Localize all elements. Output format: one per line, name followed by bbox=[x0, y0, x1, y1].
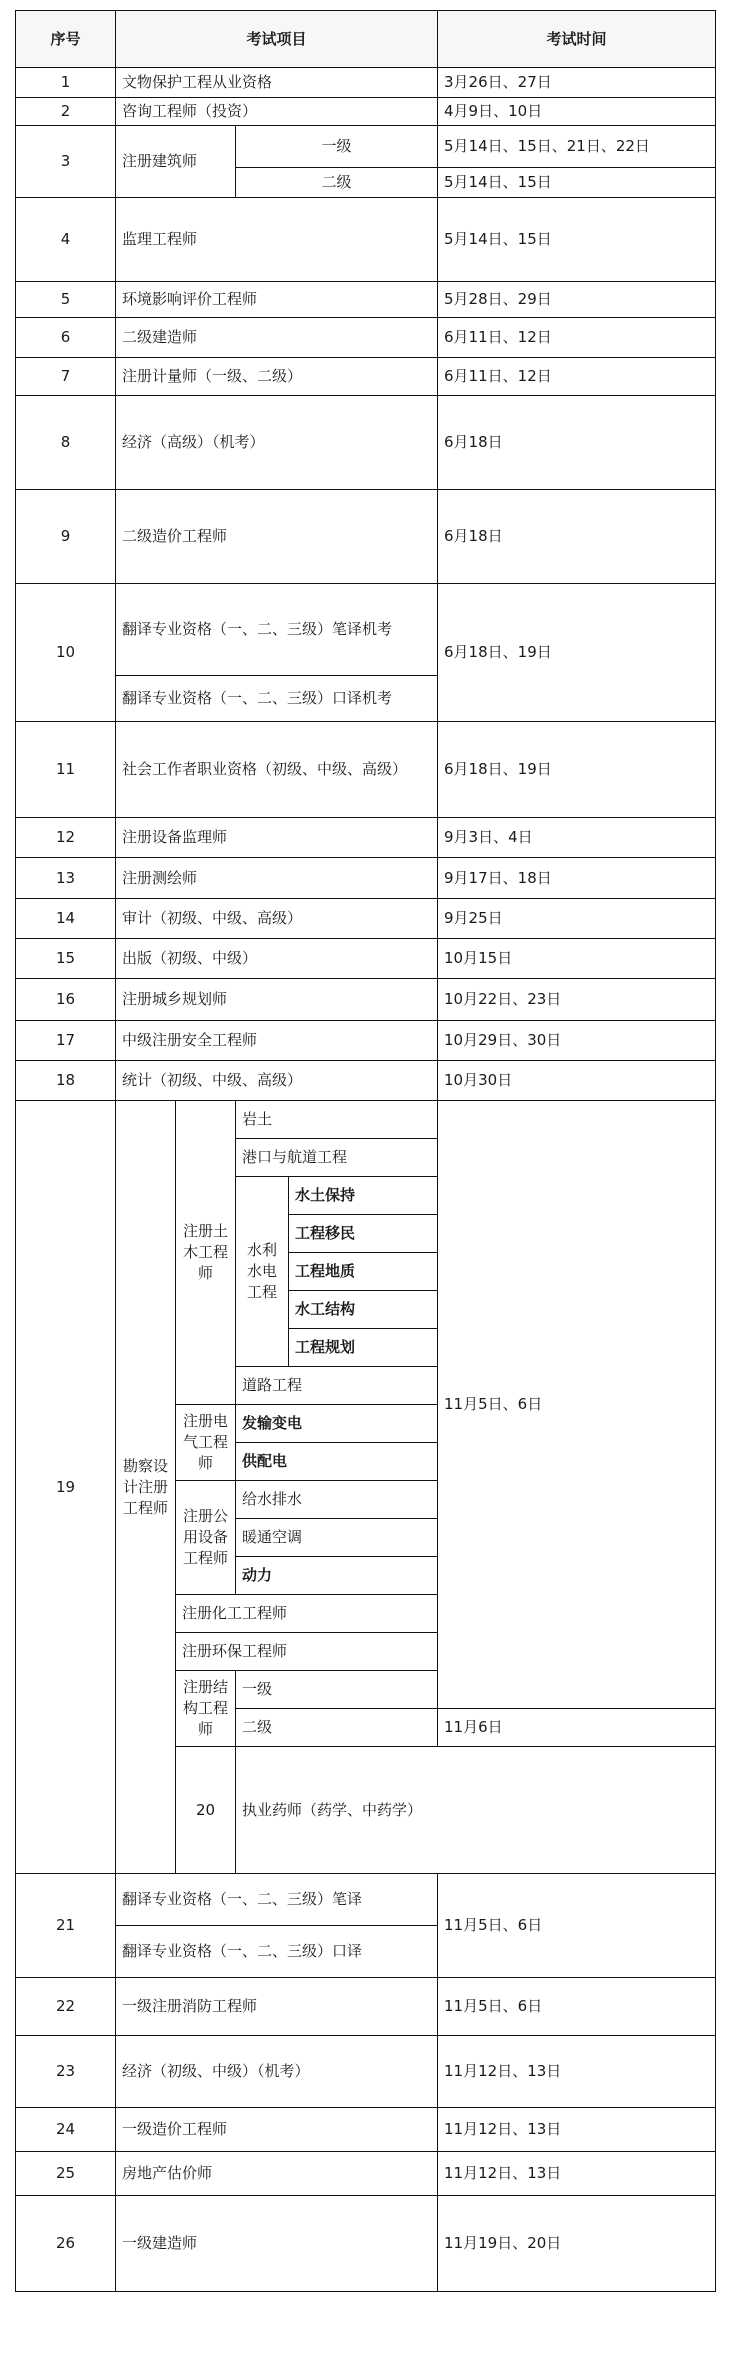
table-row bbox=[16, 818, 716, 858]
exam-item: 注册计量师（一级、二级） bbox=[116, 358, 438, 396]
table-row bbox=[16, 858, 716, 899]
exam-item: 文物保护工程从业资格 bbox=[116, 68, 438, 98]
exam-time: 5月14日、15日 bbox=[438, 168, 716, 198]
exam-item: 翻译专业资格（一、二、三级）口译机考 bbox=[116, 676, 438, 722]
table-row bbox=[16, 358, 716, 396]
exam-subitem: 注册化工工程师 bbox=[176, 1595, 438, 1633]
table-row bbox=[16, 2108, 716, 2152]
exam-subitem: 发输变电 bbox=[236, 1405, 438, 1443]
exam-time: 6月18日 bbox=[438, 396, 716, 490]
exam-time: 9月25日 bbox=[438, 899, 716, 939]
exam-subitem: 水工结构 bbox=[289, 1291, 438, 1329]
row-num: 11 bbox=[16, 722, 116, 818]
exam-subitem: 二级 bbox=[236, 1709, 438, 1747]
table-row bbox=[16, 1061, 716, 1101]
table-row bbox=[16, 126, 716, 168]
exam-item: 社会工作者职业资格（初级、中级、高级） bbox=[116, 722, 438, 818]
exam-item: 二级造价工程师 bbox=[116, 490, 438, 584]
exam-item: 一级注册消防工程师 bbox=[116, 1978, 438, 2036]
exam-time: 11月19日、20日 bbox=[438, 2196, 716, 2292]
exam-subitem: 工程移民 bbox=[289, 1215, 438, 1253]
exam-subitem: 注册环保工程师 bbox=[176, 1633, 438, 1671]
exam-item: 环境影响评价工程师 bbox=[116, 282, 438, 318]
exam-item: 翻译专业资格（一、二、三级）笔译 bbox=[116, 1874, 438, 1926]
exam-time: 11月5日、6日 bbox=[438, 1874, 716, 1978]
exam-subitem: 港口与航道工程 bbox=[236, 1139, 438, 1177]
table-row bbox=[16, 899, 716, 939]
exam-item: 注册测绘师 bbox=[116, 858, 438, 899]
exam-time: 10月30日 bbox=[438, 1061, 716, 1101]
exam-item: 二级建造师 bbox=[116, 318, 438, 358]
exam-item: 监理工程师 bbox=[116, 198, 438, 282]
exam-time: 10月29日、30日 bbox=[438, 1021, 716, 1061]
exam-time: 11月5日、6日 bbox=[438, 1978, 716, 2036]
table-row bbox=[16, 2196, 716, 2292]
exam-time: 5月14日、15日、21日、22日 bbox=[438, 126, 716, 168]
row-num: 7 bbox=[16, 358, 116, 396]
row-num: 23 bbox=[16, 2036, 116, 2108]
header-row bbox=[16, 11, 716, 68]
exam-time: 9月17日、18日 bbox=[438, 858, 716, 899]
table-row bbox=[16, 1101, 716, 1139]
exam-subitem: 供配电 bbox=[236, 1443, 438, 1481]
exam-item: 注册设备监理师 bbox=[116, 818, 438, 858]
exam-subgroup: 注册结构工程师 bbox=[176, 1671, 236, 1747]
row-num: 26 bbox=[16, 2196, 116, 2292]
exam-time: 4月9日、10日 bbox=[438, 98, 716, 126]
exam-subgroup: 水利水电工程 bbox=[236, 1177, 289, 1367]
exam-item: 统计（初级、中级、高级） bbox=[116, 1061, 438, 1101]
exam-time: 6月18日、19日 bbox=[438, 722, 716, 818]
exam-time: 10月22日、23日 bbox=[438, 979, 716, 1021]
exam-item-main: 勘察设计注册工程师 bbox=[116, 1101, 176, 1874]
row-num: 2 bbox=[16, 98, 116, 126]
exam-subitem: 二级 bbox=[236, 168, 438, 198]
table-row bbox=[16, 722, 716, 818]
exam-schedule-table bbox=[15, 10, 716, 2292]
table-row bbox=[16, 198, 716, 282]
exam-item: 翻译专业资格（一、二、三级）笔译机考 bbox=[116, 584, 438, 676]
exam-item: 注册城乡规划师 bbox=[116, 979, 438, 1021]
table-row bbox=[16, 2036, 716, 2108]
exam-subitem: 道路工程 bbox=[236, 1367, 438, 1405]
table-row bbox=[16, 318, 716, 358]
table-row bbox=[16, 490, 716, 584]
row-num: 5 bbox=[16, 282, 116, 318]
row-num: 18 bbox=[16, 1061, 116, 1101]
row-num: 24 bbox=[16, 2108, 116, 2152]
exam-subitem: 工程地质 bbox=[289, 1253, 438, 1291]
row-num: 22 bbox=[16, 1978, 116, 2036]
table-row bbox=[16, 282, 716, 318]
table-row bbox=[16, 1021, 716, 1061]
row-num: 3 bbox=[16, 126, 116, 198]
exam-time: 11月12日、13日 bbox=[438, 2108, 716, 2152]
exam-time: 6月18日、19日 bbox=[438, 584, 716, 722]
table-row bbox=[16, 98, 716, 126]
exam-item: 咨询工程师（投资） bbox=[116, 98, 438, 126]
exam-subitem: 岩土 bbox=[236, 1101, 438, 1139]
row-num: 15 bbox=[16, 939, 116, 979]
table-row bbox=[16, 979, 716, 1021]
exam-time: 10月15日 bbox=[438, 939, 716, 979]
row-num: 4 bbox=[16, 198, 116, 282]
table-row bbox=[16, 1978, 716, 2036]
exam-subitem: 水土保持 bbox=[289, 1177, 438, 1215]
exam-subgroup: 注册公用设备工程师 bbox=[176, 1481, 236, 1595]
exam-time: 6月11日、12日 bbox=[438, 358, 716, 396]
exam-item: 出版（初级、中级） bbox=[116, 939, 438, 979]
row-num: 13 bbox=[16, 858, 116, 899]
table-row bbox=[16, 2152, 716, 2196]
row-num: 16 bbox=[16, 979, 116, 1021]
exam-item: 审计（初级、中级、高级） bbox=[116, 899, 438, 939]
exam-subitem: 动力 bbox=[236, 1557, 438, 1595]
exam-subitem: 工程规划 bbox=[289, 1329, 438, 1367]
row-num: 21 bbox=[16, 1874, 116, 1978]
header-time: 考试时间 bbox=[438, 11, 716, 68]
exam-time: 6月18日 bbox=[438, 490, 716, 584]
table-row bbox=[16, 68, 716, 98]
row-num: 19 bbox=[16, 1101, 116, 1874]
exam-time: 5月14日、15日 bbox=[438, 198, 716, 282]
exam-time: 11月12日、13日 bbox=[438, 2036, 716, 2108]
row-num: 8 bbox=[16, 396, 116, 490]
row-num: 17 bbox=[16, 1021, 116, 1061]
row-num: 20 bbox=[176, 1747, 236, 1874]
exam-time: 11月6日 bbox=[438, 1709, 716, 1747]
exam-subgroup: 注册电气工程师 bbox=[176, 1405, 236, 1481]
row-num: 25 bbox=[16, 2152, 116, 2196]
table-row bbox=[16, 396, 716, 490]
exam-subitem: 给水排水 bbox=[236, 1481, 438, 1519]
exam-item: 注册建筑师 bbox=[116, 126, 236, 198]
exam-time: 6月11日、12日 bbox=[438, 318, 716, 358]
exam-time: 9月3日、4日 bbox=[438, 818, 716, 858]
header-item: 考试项目 bbox=[116, 11, 438, 68]
exam-time: 3月26日、27日 bbox=[438, 68, 716, 98]
exam-item: 一级建造师 bbox=[116, 2196, 438, 2292]
exam-item: 翻译专业资格（一、二、三级）口译 bbox=[116, 1926, 438, 1978]
exam-subitem: 一级 bbox=[236, 1671, 438, 1709]
header-num: 序号 bbox=[16, 11, 116, 68]
exam-item: 经济（高级）（机考） bbox=[116, 396, 438, 490]
exam-item: 房地产估价师 bbox=[116, 2152, 438, 2196]
exam-subgroup: 注册土木工程师 bbox=[176, 1101, 236, 1405]
exam-item: 中级注册安全工程师 bbox=[116, 1021, 438, 1061]
row-num: 12 bbox=[16, 818, 116, 858]
row-num: 1 bbox=[16, 68, 116, 98]
exam-time: 11月5日、6日 bbox=[438, 1101, 716, 1709]
row-num: 14 bbox=[16, 899, 116, 939]
exam-time: 11月12日、13日 bbox=[438, 2152, 716, 2196]
table-row bbox=[16, 939, 716, 979]
row-num: 10 bbox=[16, 584, 116, 722]
row-num: 9 bbox=[16, 490, 116, 584]
table-row bbox=[16, 1874, 716, 1926]
exam-subitem: 一级 bbox=[236, 126, 438, 168]
row-num: 6 bbox=[16, 318, 116, 358]
exam-item: 一级造价工程师 bbox=[116, 2108, 438, 2152]
exam-time: 5月28日、29日 bbox=[438, 282, 716, 318]
exam-item: 执业药师（药学、中药学） bbox=[236, 1747, 716, 1874]
table-row bbox=[16, 584, 716, 676]
exam-subitem: 暖通空调 bbox=[236, 1519, 438, 1557]
exam-item: 经济（初级、中级）（机考） bbox=[116, 2036, 438, 2108]
